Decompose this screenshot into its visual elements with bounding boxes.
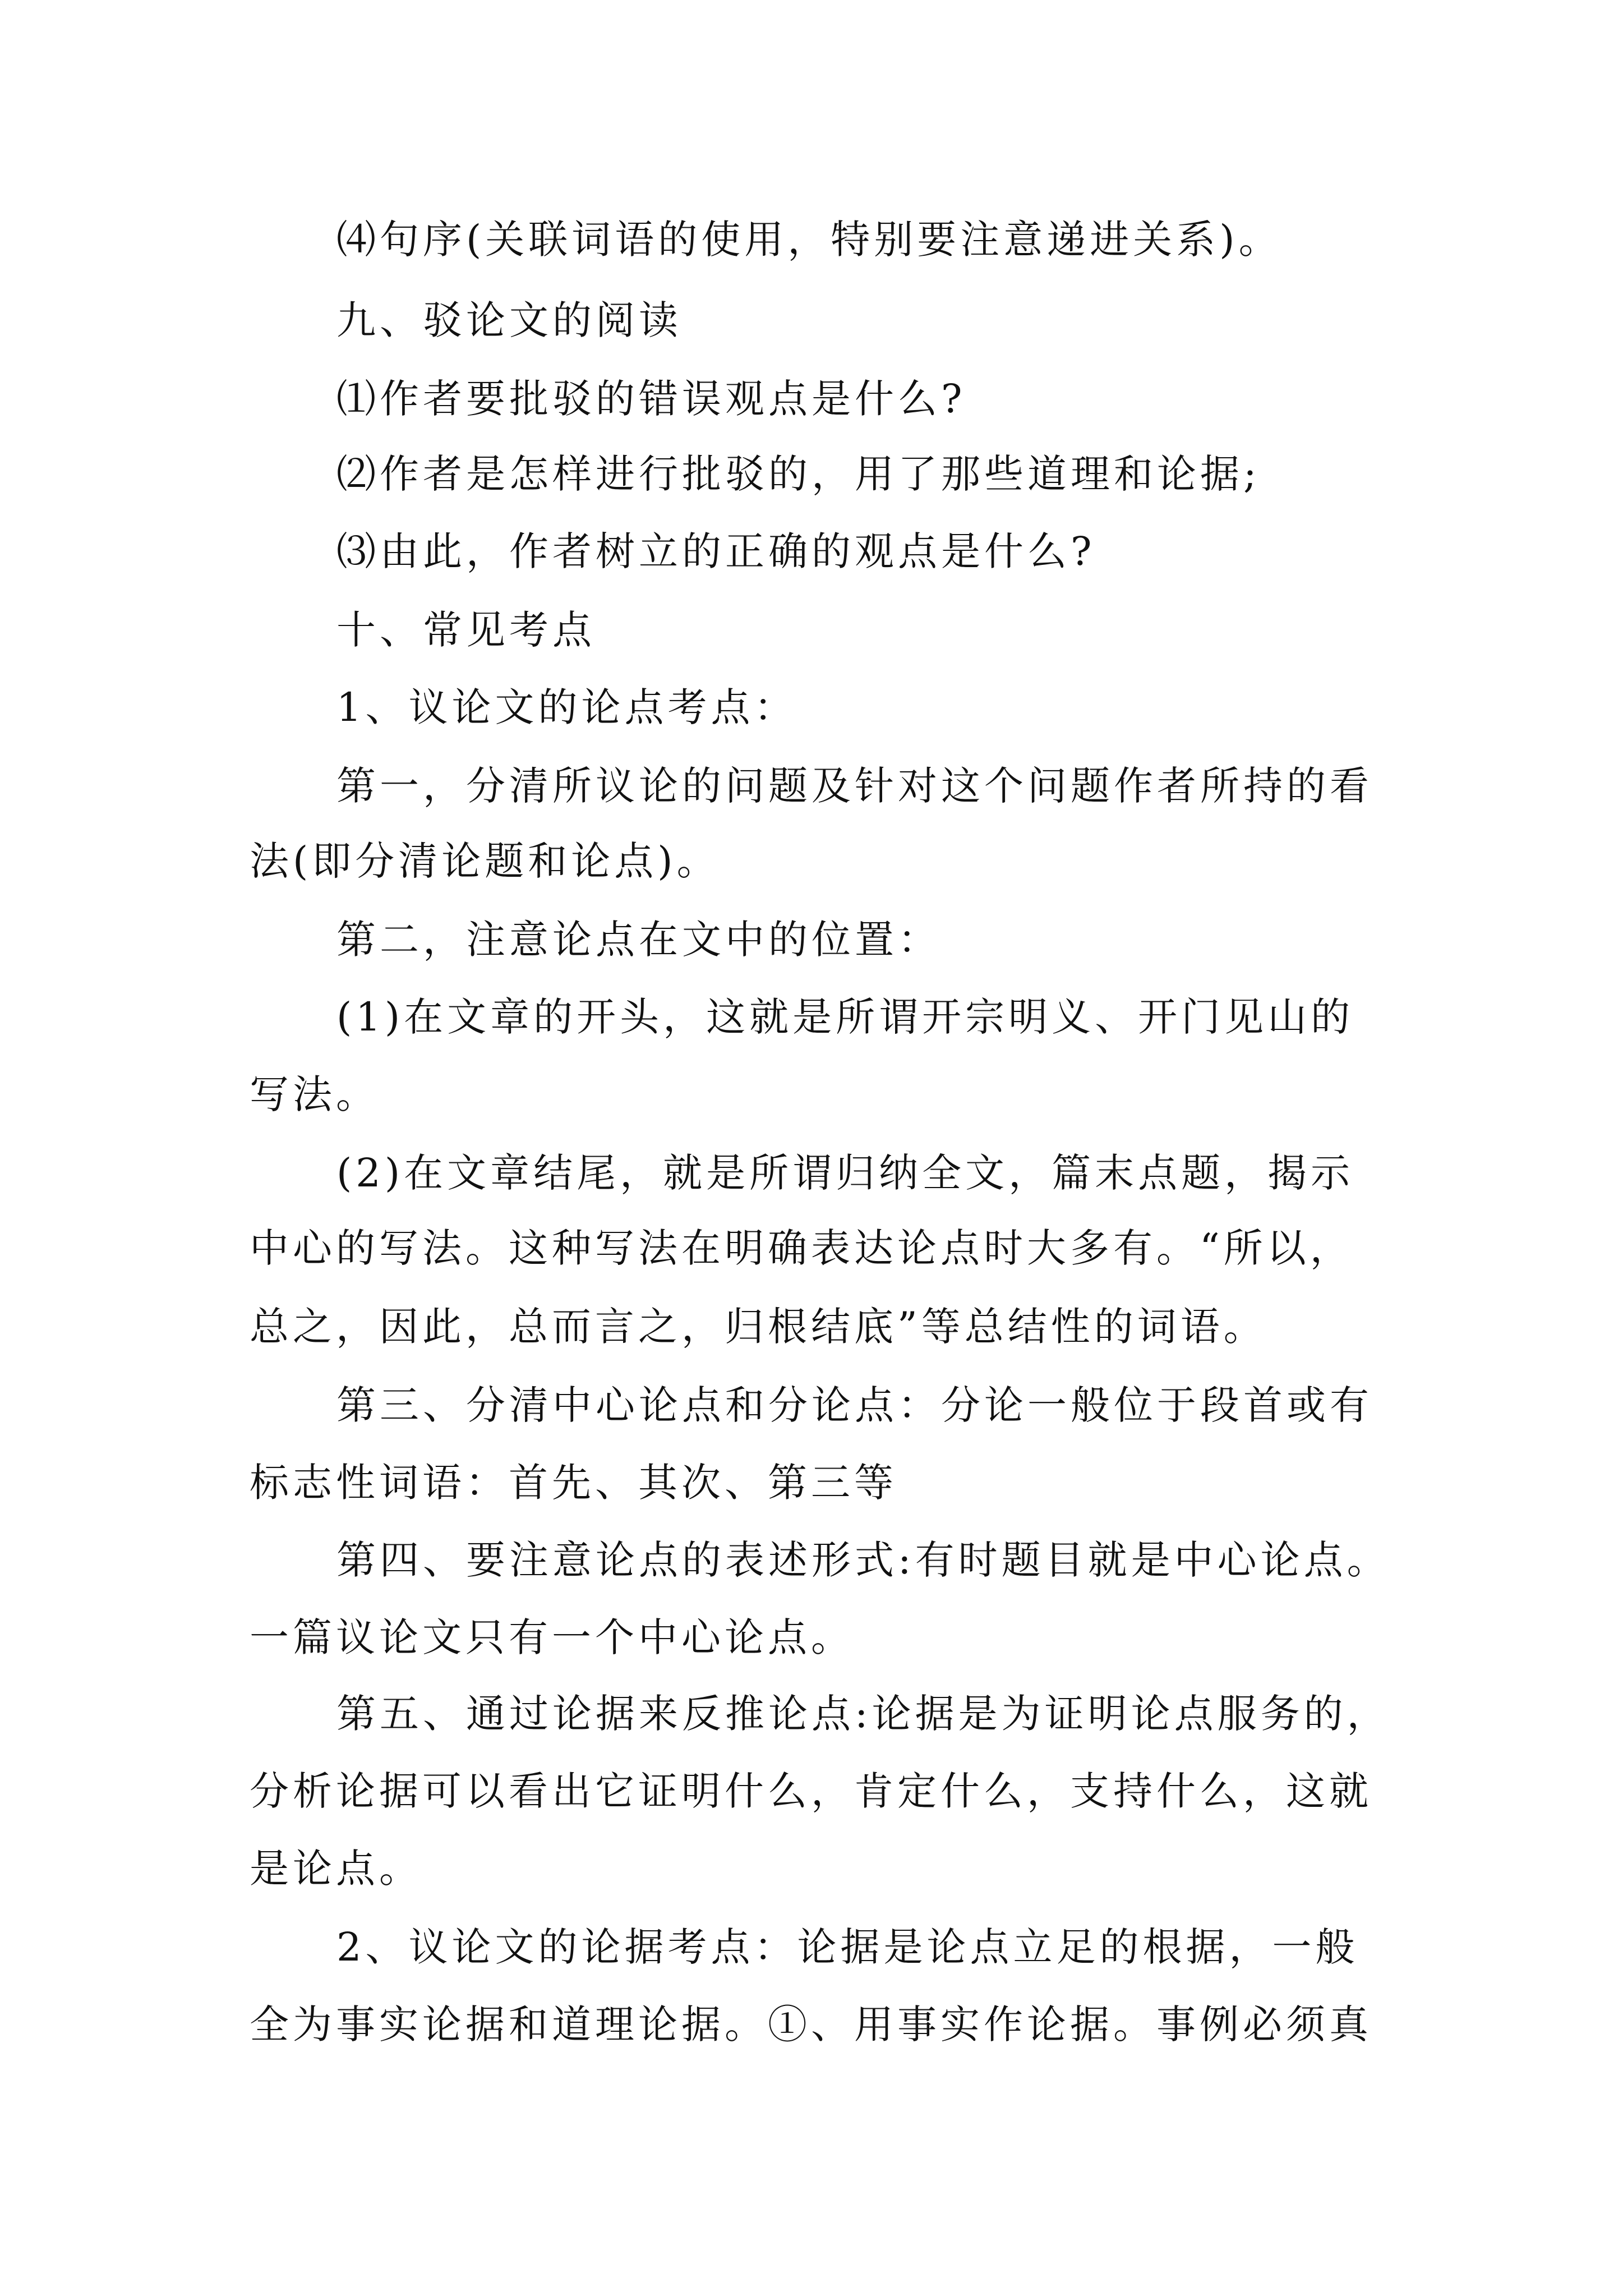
text-line: 全为事实论据和道理论据。①、用事实作论据。事例必须真 bbox=[250, 2001, 1372, 2047]
text-line: 总之，因此，总而言之，归根结底”等总结性的词语。 bbox=[250, 1304, 1267, 1350]
text-line: ⑷句序(关联词语的使用，特别要注意递进关系)。 bbox=[336, 217, 1282, 263]
text-line: ⑴作者要批驳的错误观点是什么? bbox=[336, 376, 966, 422]
text-line: 一篇议论文只有一个中心论点。 bbox=[250, 1614, 854, 1660]
text-line: 第五、通过论据来反推论点:论据是为证明论点服务的， bbox=[336, 1691, 1390, 1737]
text-line: 第四、要注意论点的表述形式:有时题目就是中心论点。 bbox=[336, 1537, 1390, 1583]
text-line: (2)在文章结尾，就是所谓归纳全文，篇末点题，揭示 bbox=[336, 1150, 1354, 1196]
text-line: 第三、分清中心论点和分论点：分论一般位于段首或有 bbox=[336, 1382, 1373, 1428]
text-line: 分析论据可以看出它证明什么，肯定什么，支持什么，这就 bbox=[250, 1768, 1372, 1814]
text-line: 1、议论文的论点考点： bbox=[336, 684, 797, 730]
text-line: 第一，分清所议论的问题及针对这个问题作者所持的看 bbox=[336, 763, 1373, 809]
text-line: 中心的写法。这种写法在明确表达论点时大多有。“所以， bbox=[250, 1225, 1353, 1271]
text-line: 第二，注意论点在文中的位置： bbox=[336, 917, 941, 963]
text-line: 写法。 bbox=[250, 1071, 379, 1117]
section-heading: 十、常见考点 bbox=[336, 607, 596, 653]
text-line: ⑶由此，作者树立的正确的观点是什么? bbox=[336, 528, 1096, 574]
text-line: 标志性词语：首先、其次、第三等 bbox=[250, 1460, 897, 1506]
text-line: 2、议论文的论据考点：论据是论点立足的根据，一般 bbox=[336, 1924, 1359, 1970]
text-line: 是论点。 bbox=[250, 1846, 422, 1892]
text-line: ⑵作者是怎样进行批驳的，用了那些道理和论据; bbox=[336, 451, 1261, 497]
text-line: (1)在文章的开头，这就是所谓开宗明义、开门见山的 bbox=[336, 994, 1354, 1040]
text-line: 法(即分清论题和论点)。 bbox=[250, 838, 720, 884]
section-heading: 九、驳论文的阅读 bbox=[336, 297, 682, 343]
